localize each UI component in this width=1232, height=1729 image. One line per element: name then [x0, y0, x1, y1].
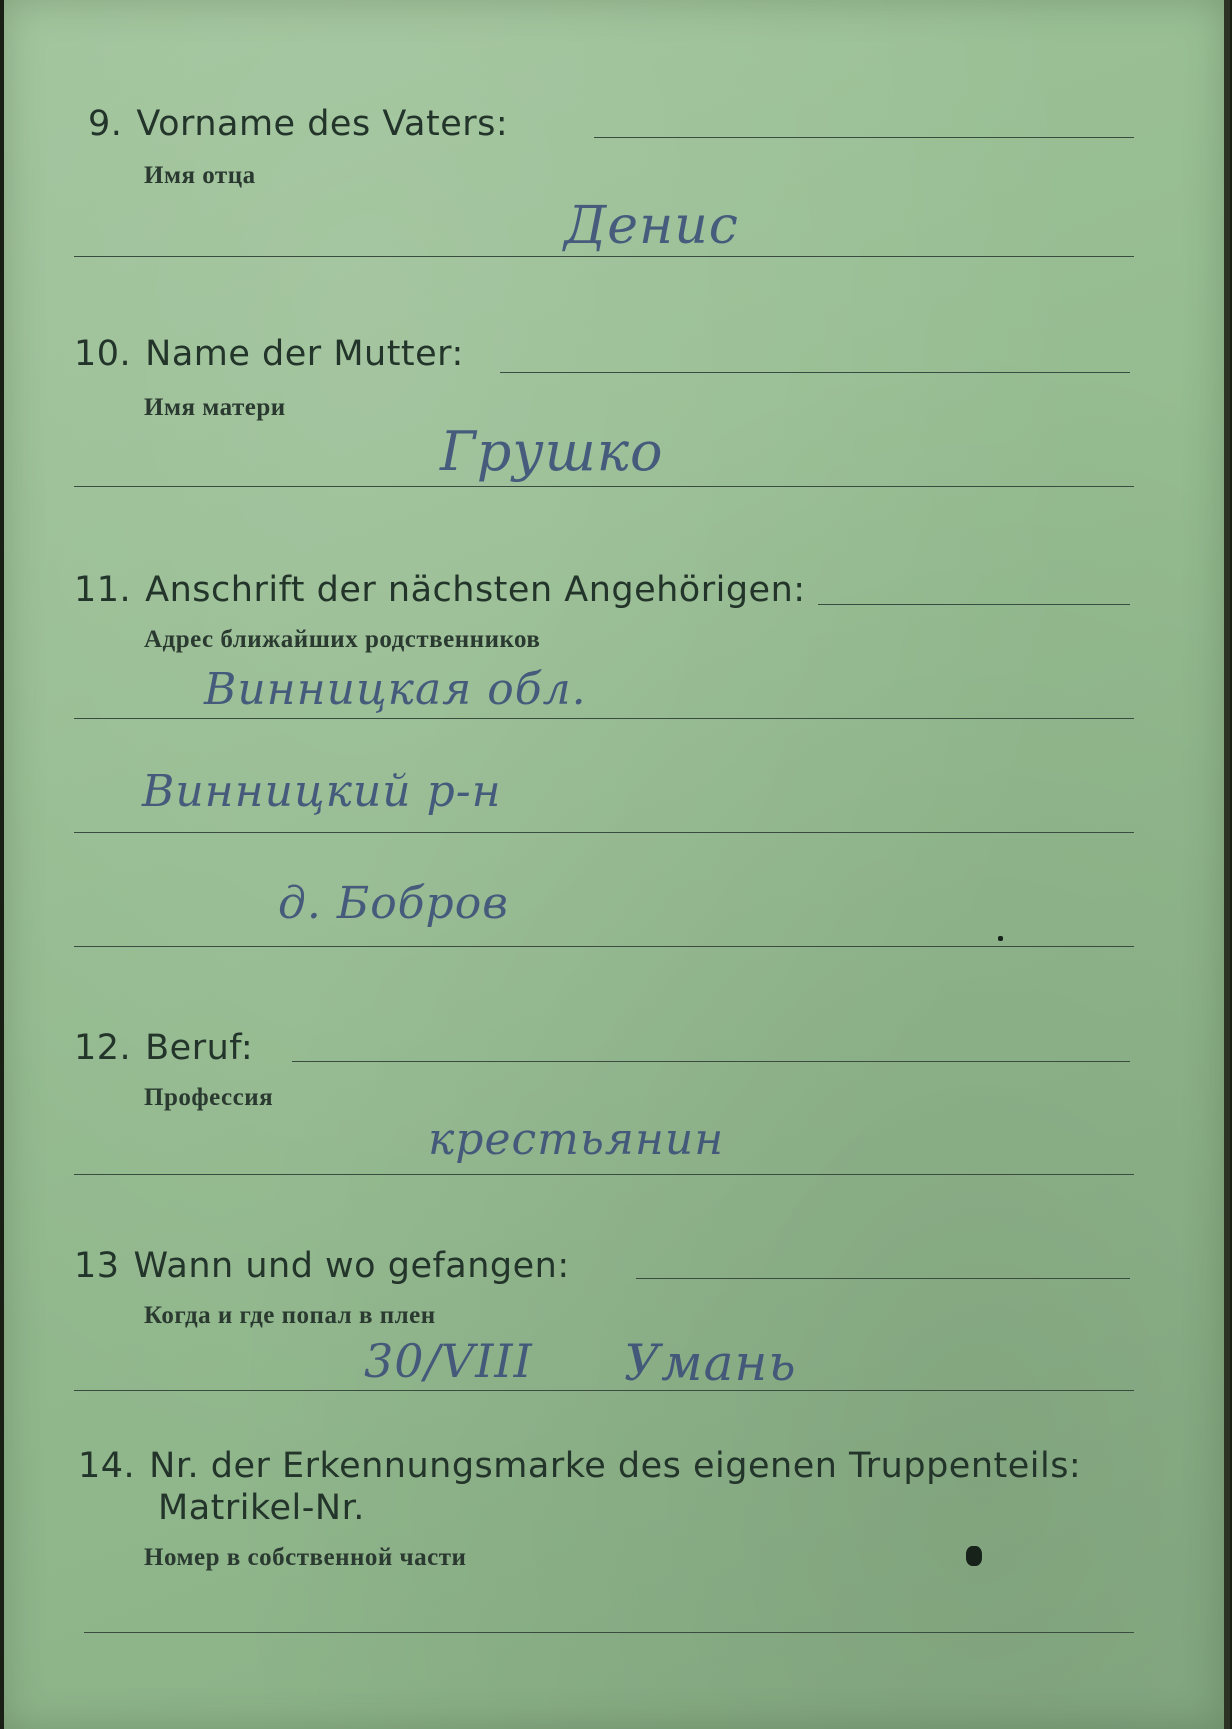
field-14-sublabel: Номер в собственной части: [144, 1544, 467, 1571]
field-13-sublabel: Когда и где попал в плен: [144, 1302, 436, 1329]
field-10-label: 10. Name der Mutter:: [74, 334, 464, 374]
field-11-label: 11. Anschrift der nächsten Angehörigen:: [74, 570, 806, 610]
field-10-handwritten-value: Грушко: [440, 420, 664, 483]
field-10-label-line: [500, 372, 1130, 373]
field-14-answer-line: [84, 1632, 1134, 1633]
field-9-label: 9. Vorname des Vaters:: [88, 104, 509, 144]
field-14-label: 14. Nr. der Erkennungsmarke des eigenen Truppenteils:: [78, 1446, 1082, 1486]
field-9-handwritten-value: Денис: [564, 196, 739, 256]
field-12-label-line: [292, 1061, 1130, 1062]
field-13-label: 13 Wann und wo gefangen:: [74, 1246, 570, 1286]
field-9-answer-line: [74, 256, 1134, 257]
registration-card: [4, 0, 1230, 1729]
field-10-sublabel: Имя матери: [144, 394, 286, 421]
field-11-answer-line-3: [74, 946, 1134, 947]
ink-speck: [966, 1546, 982, 1566]
field-9-label-line: [594, 137, 1134, 138]
field-12-answer-line: [74, 1174, 1134, 1175]
field-11-answer-line-2: [74, 832, 1134, 833]
field-9-sublabel: Имя отца: [144, 162, 256, 189]
field-14-label-line-2: Matrikel-Nr.: [158, 1488, 365, 1528]
field-11-handwritten-value-line-3: д. Бобров: [278, 878, 509, 929]
ink-speck: [998, 936, 1003, 941]
field-13-label-line: [636, 1278, 1130, 1279]
field-12-label: 12. Beruf:: [74, 1028, 254, 1068]
field-11-handwritten-value-line-1: Винницкая обл.: [204, 664, 587, 715]
field-13-answer-line: [74, 1390, 1134, 1391]
field-11-label-line: [818, 604, 1130, 605]
field-12-sublabel: Профессия: [144, 1084, 274, 1111]
field-11-handwritten-value-line-2: Винницкий р-н: [142, 766, 502, 817]
field-12-handwritten-value: крестьянин: [428, 1114, 725, 1165]
field-13-handwritten-place: Умань: [624, 1334, 797, 1392]
field-10-answer-line: [74, 486, 1134, 487]
field-11-answer-line-1: [74, 718, 1134, 719]
field-13-handwritten-date: 30/VIII: [364, 1334, 533, 1388]
field-11-sublabel: Адрес ближайших родственников: [144, 626, 541, 653]
